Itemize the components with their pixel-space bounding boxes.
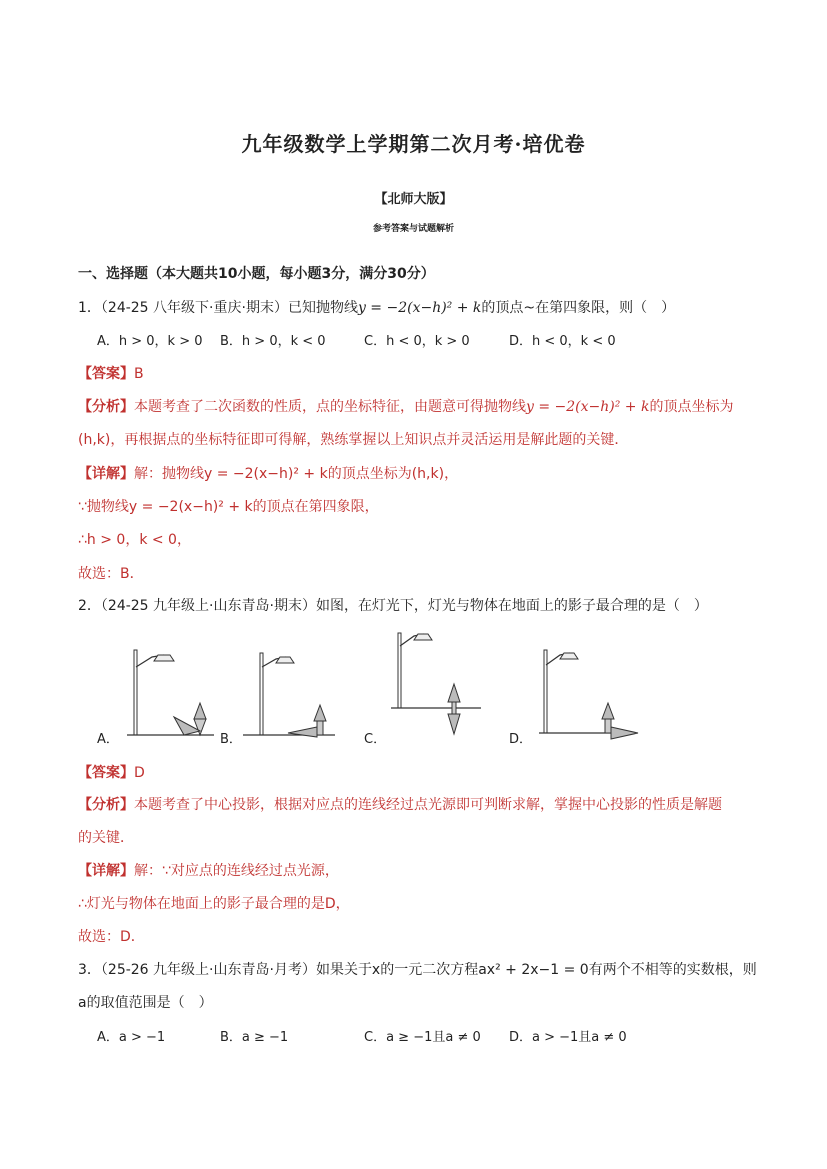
q1-option-d: D．h < 0，k < 0	[509, 334, 616, 349]
q3-option-a: A．a > −1	[97, 1030, 166, 1045]
q1-analysis-line-2: (h,k)，再根据点的坐标特征即可得解，熟练掌握以上知识点并灵活运用是解此题的关键．	[78, 432, 629, 448]
question-1-stem: 1．（24-25 八年级下·重庆·期末）已知抛物线y = −2(x−h)² + k的顶点~在第四象限，则（ ）	[78, 300, 676, 316]
q2-answer: 【答案】D	[78, 765, 145, 781]
q1-detail-line-2: ∵抛物线y = −2(x−h)² + k的顶点在第四象限，	[78, 499, 379, 515]
q2-analysis-line-2: 的关键．	[78, 830, 134, 846]
edition-label: 【北师大版】	[374, 192, 453, 207]
q2-figure-d	[534, 645, 644, 740]
q1-option-a: A．h > 0，k > 0	[97, 334, 203, 349]
q1-option-b: B．h > 0，k < 0	[220, 334, 326, 349]
q2-figure-b	[240, 645, 350, 740]
q1-detail-line-3: ∴h > 0，k < 0，	[78, 532, 191, 548]
subtitle: 参考答案与试题解析	[372, 224, 454, 234]
question-3-stem-line-2: a的取值范围是（ ）	[78, 995, 213, 1011]
q1-detail-line-1: 【详解】解：抛物线y = −2(x−h)² + k的顶点坐标为(h,k)，	[78, 466, 459, 482]
q1-option-c: C．h < 0，k > 0	[364, 334, 470, 349]
q2-analysis-line-1: 【分析】本题考查了中心投影，根据对应点的连线经过点光源即可判断求解，掌握中心投影的性质是解题	[78, 797, 722, 813]
q3-option-b: B．a ≥ −1	[220, 1030, 289, 1045]
q2-option-c: C．	[364, 732, 387, 747]
q2-option-a: A．	[97, 732, 119, 747]
q2-detail-line-3: 故选：D．	[78, 929, 145, 945]
q1-detail-line-4: 故选：B．	[78, 566, 144, 582]
q2-figure-a	[124, 645, 224, 740]
q3-option-c: C．a ≥ −1且a ≠ 0	[364, 1030, 481, 1045]
question-2-stem: 2．（24-25 九年级上·山东青岛·期末）如图，在灯光下，灯光与物体在地面上的影子最合理的是（ ）	[78, 598, 708, 614]
q2-figure-c	[386, 628, 486, 743]
q3-option-d: D．a > −1且a ≠ 0	[509, 1030, 627, 1045]
q2-option-d: D．	[509, 732, 533, 747]
q2-option-b: B．	[220, 732, 242, 747]
q2-detail-line-1: 【详解】解：∵对应点的连线经过点光源，	[78, 863, 339, 879]
q1-answer: 【答案】B	[78, 366, 144, 382]
page-title: 九年级数学上学期第二次月考·培优卷	[241, 132, 586, 156]
section-heading: 一、选择题（本大题共10小题，每小题3分，满分30分）	[78, 266, 435, 282]
q1-analysis-line-1: 【分析】本题考查了二次函数的性质，点的坐标特征，由题意可得抛物线y = −2(x−h)² + k的顶点坐标为	[78, 399, 734, 415]
question-3-stem-line-1: 3．（25-26 九年级上·山东青岛·月考）如果关于x的一元二次方程ax² + 2x−1 = 0有两个不相等的实数根，则	[78, 962, 757, 978]
q2-detail-line-2: ∴灯光与物体在地面上的影子最合理的是D，	[78, 896, 350, 912]
